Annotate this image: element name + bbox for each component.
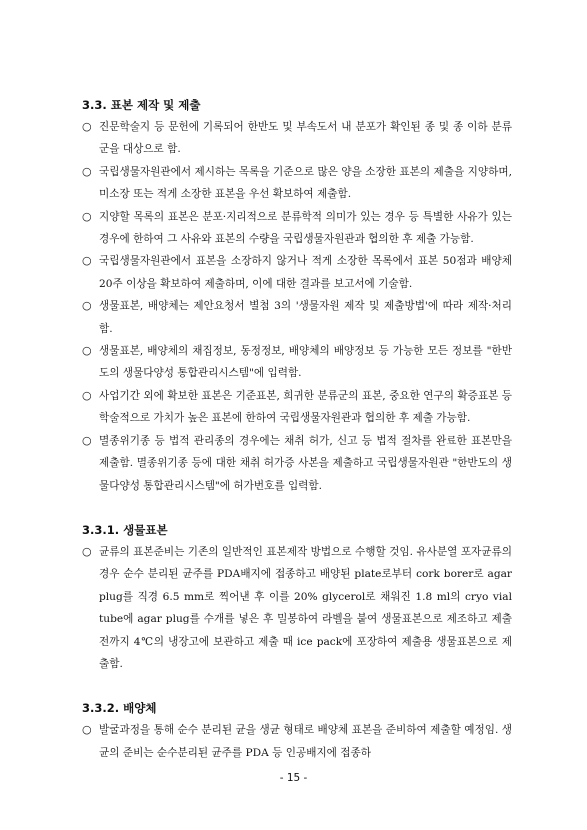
page-number: - 15 - (279, 772, 308, 784)
circle-bullet-icon: ○ (82, 254, 92, 268)
circle-bullet-icon: ○ (82, 433, 92, 447)
list-item-text: 멸종위기종 등 법적 관리종의 경우에는 채취 허가, 신고 등 법적 절차를 완료한 표본만을 제출함. 멸종위기종 등에 대한 채취 허가증 사본을 제출하고 국립생물자원관 "한반도의 생물다양성 통합관리시스템"에 허가번호를 입력함. (99, 434, 512, 492)
section-3-3-1-heading: 3.3.1. 생물표본 (82, 522, 168, 537)
circle-bullet-icon: ○ (82, 164, 92, 178)
list-item-text: 사업기간 외에 확보한 표본은 기준표본, 희귀한 분류군의 표본, 중요한 연구의 확증표본 등 학술적으로 가치가 높은 표본에 한하여 국립생물자원관과 협의한 후 제출 가능함. (99, 389, 512, 425)
circle-bullet-icon: ○ (82, 299, 92, 313)
circle-bullet-icon: ○ (82, 120, 92, 133)
circle-bullet-icon: ○ (82, 388, 92, 402)
list-item (82, 116, 512, 161)
section-spacer (82, 497, 512, 519)
list-item (82, 541, 512, 675)
page-body (82, 94, 512, 764)
list-item-text: 생물표본, 배양체의 채집정보, 동정정보, 배양체의 배양정보 등 가능한 모든 정보를 "한반도의 생물다양성 통합관리시스템"에 입력함. (99, 345, 512, 380)
section-3-3-heading: 3.3. 표본 제작 및 제출 (82, 98, 201, 112)
list-item (82, 430, 512, 497)
list-item (82, 295, 512, 340)
list-item (82, 385, 512, 430)
circle-bullet-icon: ○ (82, 544, 92, 558)
section-spacer (82, 675, 512, 697)
list-item-text: 국립생물자원관에서 표본을 소장하지 않거나 적게 소장한 목록에서 표본 50점과 배양체 20주 이상을 확보하여 제출하며, 이에 대한 결과를 보고서에 기술함. (99, 255, 512, 290)
list-item (82, 250, 512, 295)
list-item (82, 719, 512, 764)
list-item-text: 국립생물자원관에서 제시하는 목록을 기준으로 많은 양을 소장한 표본의 제출을 지양하며, 미소장 또는 적게 소장한 표본을 우선 확보하여 제출함. (99, 165, 512, 201)
list-item (82, 206, 512, 251)
list-item-text: 지양할 목록의 표본은 분포·지리적으로 분류학적 의미가 있는 경우 등 특별한 사유가 있는 경우에 한하여 그 사유와 표본의 수량을 국립생물자원관과 협의한 후 제출 가능함. (99, 210, 512, 246)
list-item (82, 340, 512, 385)
list-item-text: 균류의 표본준비는 기존의 일반적인 표본제작 방법으로 수행할 것임. 유사분열 포자균류의 경우 순수 분리된 균주를 PDA배지에 접종하고 배양된 plate로부터 cork borer로 agar plug를 직경 6.5 mm로 찍어낸 후 이를 20% glycerol로 채워진 1.8 ml의 cryo vial tube에 agar plug를 수개를 넣은 후 밀봉하여 라벨을 붙여 생물표본으로 제조하고 제출 전까지 4℃의 냉장고에 보관하고 제출 때 ice pack에 포장하여 제출용 생물표본으로 제출함. (99, 545, 512, 670)
circle-bullet-icon: ○ (82, 723, 92, 737)
list-item-text: 생물표본, 배양체는 제안요청서 별첨 3의 '생물자원 제작 및 제출방법'에 따라 제작·처리함. (99, 300, 512, 335)
list-item-text: 진문학술지 등 문헌에 기록되어 한반도 및 부속도서 내 분포가 확인된 종 및 종 이하 분류군을 대상으로 함. (99, 121, 512, 156)
list-item-text: 발굴과정을 통해 순수 분리된 균을 생균 형태로 배양체 표본을 준비하여 제출할 예정임. 생균의 준비는 순수분리된 균주를 PDA 등 인공배지에 접종하 (99, 724, 512, 759)
section-3-3-2-heading: 3.3.2. 배양체 (82, 701, 157, 716)
circle-bullet-icon: ○ (82, 209, 92, 223)
circle-bullet-icon: ○ (82, 344, 92, 358)
list-item (82, 161, 512, 206)
